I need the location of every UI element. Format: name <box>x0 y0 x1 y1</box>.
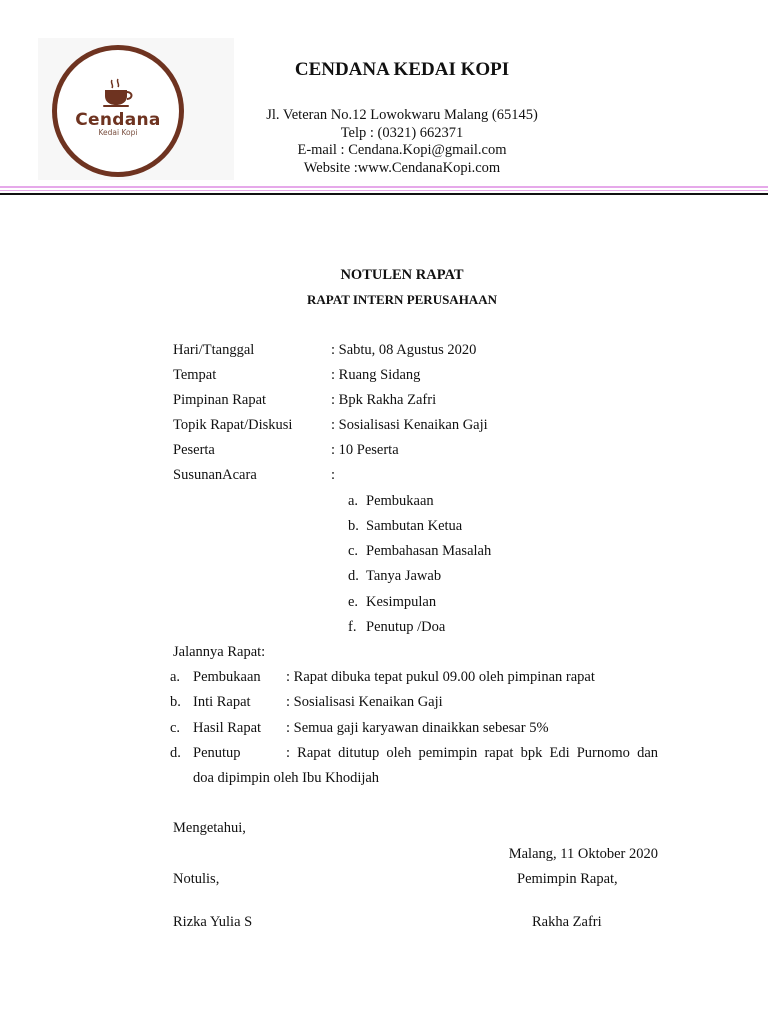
proceedings-letter: a. <box>170 669 181 685</box>
leader-label: Pemimpin Rapat, <box>517 871 618 887</box>
detail-value: : Sabtu, 08 Agustus 2020 <box>331 342 477 358</box>
agenda-letter: e. <box>348 594 359 610</box>
place-date: Malang, 11 Oktober 2020 <box>508 846 658 862</box>
detail-value: : <box>331 467 336 483</box>
proceedings-label: Penutup <box>193 745 241 761</box>
document-subtitle: RAPAT INTERN PERUSAHAAN <box>307 292 497 307</box>
proceedings-label: Pembukaan <box>193 669 261 685</box>
detail-value: : Ruang Sidang <box>331 367 421 383</box>
proceedings-value: : Sosialisasi Kenaikan Gaji <box>286 694 443 710</box>
agenda-item: Pembahasan Masalah <box>366 543 492 559</box>
acknowledged-label: Mengetahui, <box>173 820 246 836</box>
detail-label: Hari/Ttanggal <box>173 342 255 358</box>
header-rule-accent-thin <box>0 190 768 191</box>
document-title: NOTULEN RAPAT <box>340 267 464 283</box>
detail-label: Tempat <box>173 367 217 383</box>
proceedings-continuation: doa dipimpin oleh Ibu Khodijah <box>193 770 380 786</box>
detail-label: Peserta <box>173 442 215 458</box>
proceedings-label: Inti Rapat <box>193 694 251 710</box>
company-name: CENDANA KEDAI KOPI <box>294 59 510 80</box>
leader-name: Rakha Zafri <box>532 914 602 930</box>
proceedings-value: : Semua gaji karyawan dinaikkan sebesar 5% <box>286 720 549 736</box>
agenda-item: Sambutan Ketua <box>366 518 463 534</box>
agenda-item: Tanya Jawab <box>366 568 442 584</box>
agenda-item: Pembukaan <box>366 493 434 509</box>
header-rule <box>0 193 768 195</box>
proceedings-letter: b. <box>170 694 181 710</box>
proceedings-letter: d. <box>170 745 181 761</box>
detail-label: Topik Rapat/Diskusi <box>173 417 293 433</box>
proceedings-heading: Jalannya Rapat: <box>173 644 266 660</box>
detail-value: : Sosialisasi Kenaikan Gaji <box>331 417 488 433</box>
proceedings-label: Hasil Rapat <box>193 720 262 736</box>
agenda-letter: f. <box>348 619 357 635</box>
company-phone: Telp : (0321) 662371 <box>340 125 464 141</box>
logo-name: Cendana <box>75 110 161 130</box>
agenda-letter: c. <box>348 543 359 559</box>
header-rule-accent <box>0 186 768 188</box>
proceedings-letter: c. <box>170 720 181 736</box>
detail-label: SusunanAcara <box>173 467 257 483</box>
detail-label: Pimpinan Rapat <box>173 392 267 408</box>
notulis-name: Rizka Yulia S <box>173 914 253 930</box>
agenda-item: Penutup /Doa <box>366 619 446 635</box>
company-address: Jl. Veteran No.12 Lowokwaru Malang (65145) <box>266 107 538 123</box>
company-website: Website :www.CendanaKopi.com <box>303 160 501 176</box>
agenda-letter: a. <box>348 493 359 509</box>
agenda-item: Kesimpulan <box>366 594 437 610</box>
notulis-label: Notulis, <box>173 871 220 887</box>
detail-value: : 10 Peserta <box>331 442 399 458</box>
proceedings-value: : Rapat ditutup oleh pemimpin rapat bpk Edi Purnomo dan <box>286 745 658 761</box>
company-email: E-mail : Cendana.Kopi@gmail.com <box>297 142 507 158</box>
coffee-cup-icon <box>100 78 136 108</box>
logo-subtitle: Kedai Kopi <box>98 128 138 137</box>
agenda-letter: d. <box>348 568 359 584</box>
agenda-letter: b. <box>348 518 359 534</box>
proceedings-value: : Rapat dibuka tepat pukul 09.00 oleh pimpinan rapat <box>286 669 595 685</box>
detail-value: : Bpk Rakha Zafri <box>331 392 437 408</box>
